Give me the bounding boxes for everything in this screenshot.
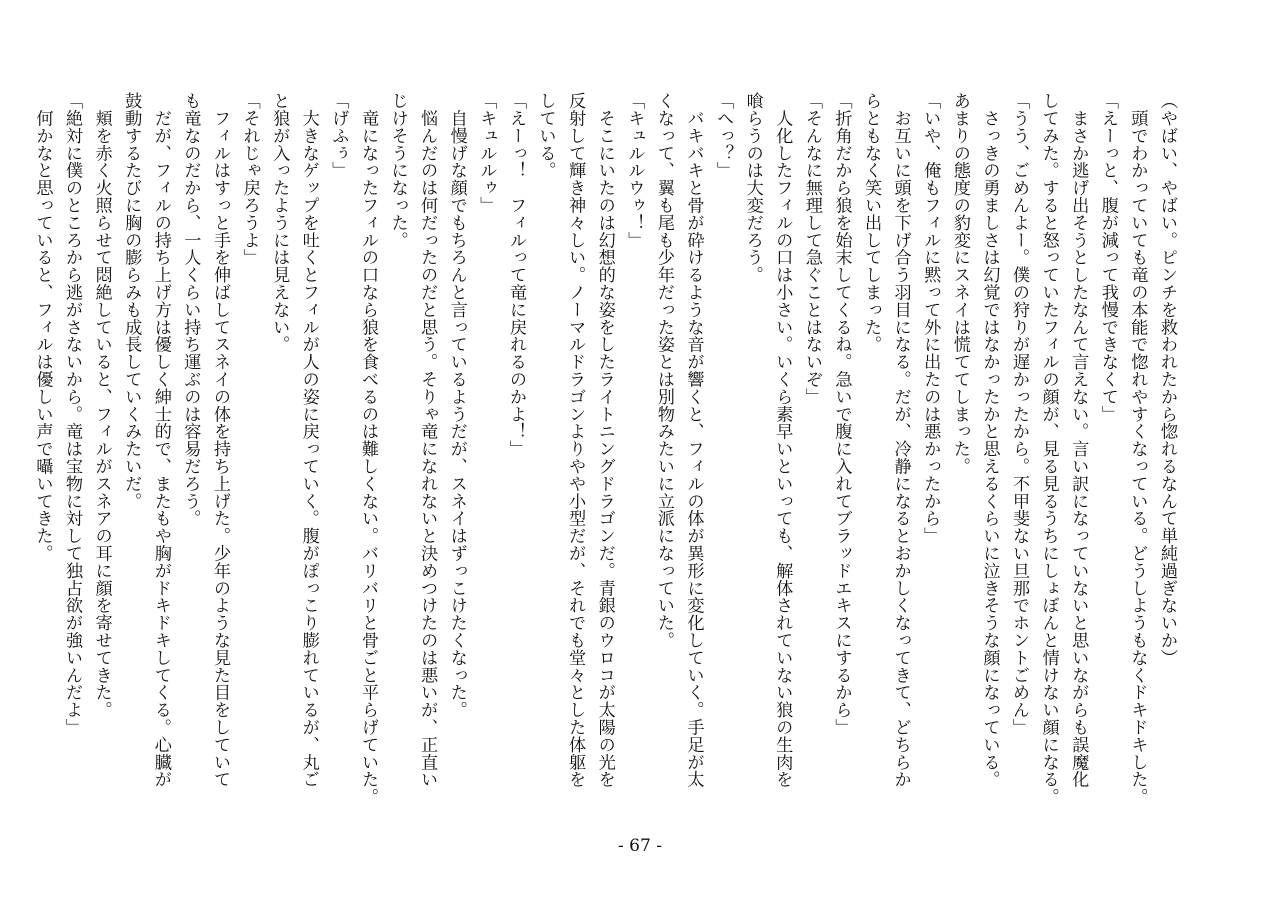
text-line: 鼓動するたびに胸の膨らみも成長していくみたいだ。	[121, 92, 142, 510]
text-line: 「うう、ごめんよー。僕の狩りが遅かったから。不甲斐ない旦那でホントごめん」	[1009, 92, 1030, 736]
text-line: 「えーっと、腹が減って我慢できなくて」	[1097, 92, 1118, 423]
text-line: 「いや、俺もフィルに黙って外に出たのは悪かったから」	[920, 92, 941, 545]
text-line: も竜なのだから、一人くらい持ち運ぶのは容易だろう。	[180, 92, 201, 527]
text-line: 「そんなに無理して急ぐことはないぞ」	[801, 92, 822, 406]
text-line: バキバキと骨が砕けるような音が響くと、フィルの体が異形に変化していく。手足が太	[683, 92, 704, 788]
text-line: （やばい、やばい。ピンチを救われたから惚れるなんて単純過ぎないか）	[1157, 92, 1177, 667]
text-line: 竜になったフィルの口なら狼を食べるのは難しくない。バリバリと骨ごと平らげていた。	[357, 92, 378, 806]
text-line: 何かなと思っていると、フィルは優しい声で囁いてきた。	[32, 92, 53, 562]
text-line: 大きなゲップを吐くとフィルが人の姿に戻っていく。腹がぽっこり膨れているが、丸ご	[298, 92, 319, 788]
text-line: 頬を赤く火照らせて悶絶していると、フィルがスネアの耳に顔を寄せてきた。	[91, 92, 112, 719]
text-line: お互いに頭を下げ合う羽目になる。だが、冷静になるとおかしくなってきて、どちらか	[890, 92, 911, 788]
page-number: - 67 -	[618, 836, 662, 856]
text-line: 悩んだのは何だったのだと思う。そりゃ竜になれないと決めつけたのは悪いが、正直い	[417, 92, 438, 788]
text-line: くなって、翼も尾も少年だった姿とは別物みたいに立派になっていた。	[653, 92, 674, 649]
vertical-body-text	[32, 92, 1181, 806]
text-line: 人化したフィルの口は小さい。いくら素早いといっても、解体されていない狼の生肉を	[772, 92, 793, 788]
text-line: じけそうになった。	[387, 92, 408, 249]
text-line: 喰らうのは大変だろう。	[742, 92, 763, 284]
text-line: 頭でわかっていても竜の本能で惚れやすくなっている。どうしようもなくドキドキした。	[1127, 92, 1148, 806]
text-line: そこにいたのは幻想的な姿をしたライトニングドラゴンだ。青銀のウロコが太陽の光を	[594, 92, 615, 788]
text-line: 「それじゃ戻ろうよ」	[239, 92, 260, 266]
text-line: 「げふぅ」	[328, 92, 349, 179]
text-line: あまりの態度の豹変にスネイは慌ててしまった。	[949, 92, 970, 475]
text-line: だが、フィルの持ち上げ方は優しく紳士的で、またもや胸がドキドキしてくる。心臓が	[150, 92, 171, 788]
text-line: さっきの勇ましさは幻覚ではなかったかと思えるくらいに泣きそうな顔になっている。	[979, 92, 1000, 788]
text-line: 「へっ？」	[713, 92, 734, 179]
text-line: らともなく笑い出してしまった。	[861, 92, 882, 353]
text-line: 反射して輝き神々しい。ノーマルドラゴンよりやや小型だが、それでも堂々とした体躯を	[565, 92, 586, 788]
text-line: フィルはすっと手を伸ばしてスネイの体を持ち上げた。少年のような見た目をしていて	[210, 92, 230, 788]
text-line: 「折角だから狼を始末してくるね。急いで腹に入れてブラッドエキスにするから」	[831, 92, 852, 736]
text-line: 「絶対に僕のところから逃がさないから。竜は宝物に対して独占欲が強いんだよ」	[62, 92, 83, 736]
text-line: まさか逃げ出そうとしたなんて言えない。言い訳になっていないと思いながらも誤魔化	[1068, 92, 1089, 788]
text-line: 「キュルルウゥ！」	[624, 92, 645, 249]
text-line: してみた。すると怒っていたフィルの顔が、見る見るうちにしょぼんと情けない顔になる。	[1038, 92, 1059, 806]
text-line: 「キュルルゥ」	[476, 92, 497, 214]
text-line: と狼が入ったようには見えない。	[269, 92, 290, 353]
text-line: 自慢げな顔でもちろんと言っているようだが、スネイはずっこけたくなった。	[446, 92, 467, 719]
text-line: している。	[535, 92, 556, 179]
text-line: 「えーっ！ フィルって竜に戻れるのかよ！」	[505, 92, 526, 458]
